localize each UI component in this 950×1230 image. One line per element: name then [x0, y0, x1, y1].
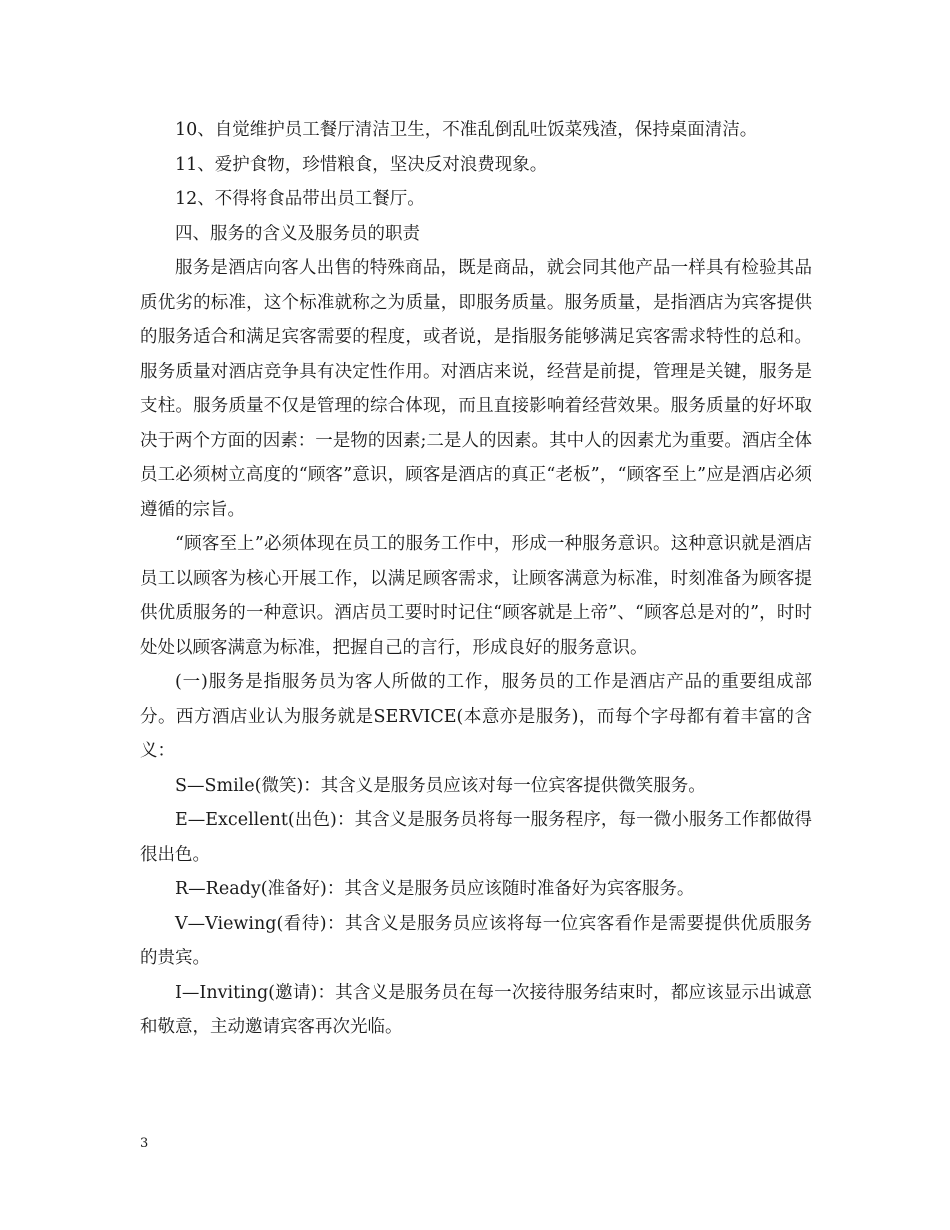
- service-definition-paragraph: (一)服务是指服务员为客人所做的工作，服务员的工作是酒店产品的重要组成部分。西方酒店业认为服务就是SERVICE(本意亦是服务)，而每个字母都有着丰富的含义：: [140, 672, 812, 761]
- rule-11: 11、爱护食物，珍惜粮食，坚决反对浪费现象。: [175, 154, 548, 175]
- service-letter-e: E—Excellent(出色)：其含义是服务员将每一服务程序，每一微小服务工作都做得很出色。: [140, 810, 812, 865]
- service-letter-r: R—Ready(准备好)：其含义是服务员应该随时准备好为宾客服务。: [175, 879, 695, 899]
- rule-12: 12、不得将食品带出员工餐厅。: [175, 189, 425, 209]
- section-heading: 四、服务的含义及服务员的职责: [175, 223, 420, 244]
- service-letter-s: S—Smile(微笑)：其含义是服务员应该对每一位宾客提供微笑服务。: [175, 775, 706, 796]
- document-body: [140, 113, 812, 1045]
- customer-first-paragraph: “顾客至上”必须体现在员工的服务工作中，形成一种服务意识。这种意识就是酒店员工以顾客为核心开展工作，以满足顾客需求，让顾客满意为标准，时刻准备为顾客提供优质服务的一种意识。酒店员工要时时记住“顾客就是上帝”、“顾客总是对的”，时时处处以顾客满意为标准，把握自己的言行，形成良好的服务意识。: [140, 534, 812, 658]
- service-letter-i: I—Inviting(邀请)：其含义是服务员在每一次接待服务结束时，都应该显示出诚意和敬意，主动邀请宾客再次光临。: [140, 982, 812, 1037]
- service-letter-v: V—Viewing(看待)：其含义是服务员应该将每一位宾客看作是需要提供优质服务的贵宾。: [140, 913, 812, 968]
- rule-10: 10、自觉维护员工餐厅清洁卫生，不准乱倒乱吐饭菜残渣，保持桌面清洁。: [175, 120, 758, 140]
- page-number: 3: [140, 1136, 149, 1151]
- service-quality-paragraph: 服务是酒店向客人出售的特殊商品，既是商品，就会同其他产品一样具有检验其品质优劣的标准，这个标准就称之为质量，即服务质量。服务质量，是指酒店为宾客提供的服务适合和满足宾客需要的程度，或者说，是指服务能够满足宾客需求特性的总和。服务质量对酒店竞争具有决定性作用。对酒店来说，经营是前提，管理是关键，服务是支柱。服务质量不仅是管理的综合体现，而且直接影响着经营效果。服务质量的好坏取决于两个方面的因素：一是物的因素;二是人的因素。其中人的因素尤为重要。酒店全体员工必须树立高度的“顾客”意识，顾客是酒店的真正“老板”，“顾客至上”应是酒店必须遵循的宗旨。: [140, 258, 812, 520]
